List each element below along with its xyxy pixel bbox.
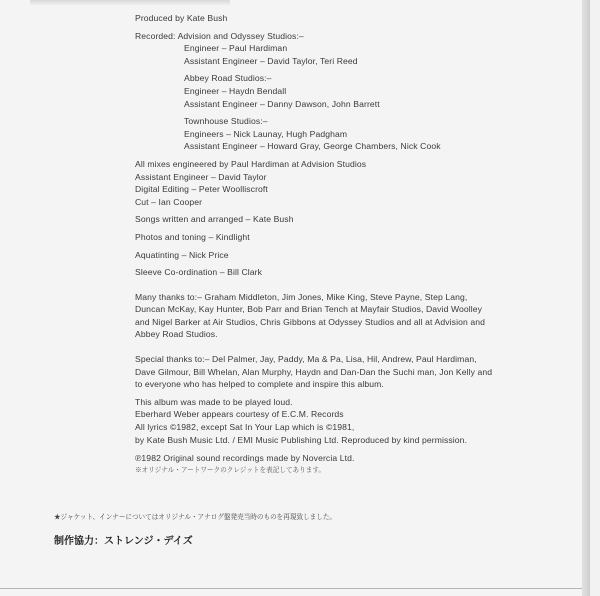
many-thanks-line-2: Duncan McKay, Kay Hunter, Bob Parr and Brian Tench at Mayfair Studios, David Woolley	[135, 304, 483, 315]
assistant-engineer-3: Assistant Engineer – Howard Gray, George Chambers, Nick Cook	[184, 141, 441, 152]
aquatinting-credit: Aquatinting – Nick Price	[135, 249, 229, 260]
special-thanks-line-1: Special thanks to:– Del Palmer, Jay, Paddy, Ma & Pa, Lisa, Hil, Andrew, Paul Hardiman,	[135, 354, 477, 365]
album-credits	[135, 12, 555, 465]
photos-credit: Photos and toning – Kindlight	[135, 231, 250, 242]
sleeve-credit: Sleeve Co-ordination – Bill Clark	[135, 267, 263, 278]
phonogram-copyright: ℗1982 Original sound recordings made by Novercia Ltd.	[135, 453, 355, 464]
mixes-credit: All mixes engineered by Paul Hardiman at Advision Studios	[135, 158, 367, 169]
engineer-1: Engineer – Paul Hardiman	[184, 43, 288, 54]
recorded-studio-2: Abbey Road Studios:–	[184, 73, 272, 84]
engineer-2: Engineer – Haydn Bendall	[184, 85, 287, 96]
assistant-engineer-1: Assistant Engineer – David Taylor, Teri Reed	[184, 55, 358, 66]
weber-courtesy: Eberhard Weber appears courtesy of E.C.M. Records	[135, 409, 344, 420]
recorded-studio-3: Townhouse Studios:–	[184, 116, 268, 127]
artwork-credit-note: ※オリジナル・アートワークのクレジットを表記してあります。	[135, 467, 325, 474]
special-thanks-line-3: to everyone who has helped to complete and inspire this album.	[135, 379, 384, 390]
many-thanks-line-3: and Nigel Barker at Air Studios, Chris Gibbons at Odyssey Studios and all at Advision and	[135, 316, 485, 327]
page-bottom-rule	[0, 588, 586, 589]
mix-assistant-credit: Assistant Engineer – David Taylor	[135, 171, 267, 182]
cut-credit: Cut – Ian Cooper	[135, 196, 203, 207]
many-thanks-line-4: Abbey Road Studios.	[135, 329, 218, 340]
songs-credit: Songs written and arranged – Kate Bush	[135, 214, 294, 225]
lyrics-copyright-line-2: by Kate Bush Music Ltd. / EMI Music Publishing Ltd. Reproduced by kind permission.	[135, 434, 468, 445]
special-thanks-line-2: Dave Gilmour, Bill Whelan, Alan Murphy, Haydn and Dan-Dan the Suchi man, Jon Kelly and	[135, 366, 493, 377]
played-loud-note: This album was made to be played loud.	[135, 396, 293, 407]
assistant-engineer-2: Assistant Engineer – Danny Dawson, John Barrett	[184, 98, 380, 109]
page-edge-shadow	[582, 0, 590, 596]
many-thanks-line-1: Many thanks to:– Graham Middleton, Jim Jones, Mike King, Steve Payne, Step Lang,	[135, 291, 468, 302]
jacket-reproduction-note: ★ジャケット、インナーについてはオリジナル・アナログ盤発売当時のものを再現致しました。	[54, 514, 337, 521]
recorded-studio-1: Recorded: Advision and Odyssey Studios:–	[135, 30, 304, 41]
digital-editing-credit: Digital Editing – Peter Woolliscroft	[135, 184, 268, 195]
engineer-3: Engineers – Nick Launay, Hugh Padgham	[184, 128, 348, 139]
production-cooperation-credit: 制作協力：ストレンジ・デイズ	[54, 536, 193, 547]
produced-by: Produced by Kate Bush	[135, 13, 228, 23]
lyrics-copyright-line-1: All lyrics ©1982, except Sat In Your Lap which is ©1981,	[135, 422, 355, 433]
